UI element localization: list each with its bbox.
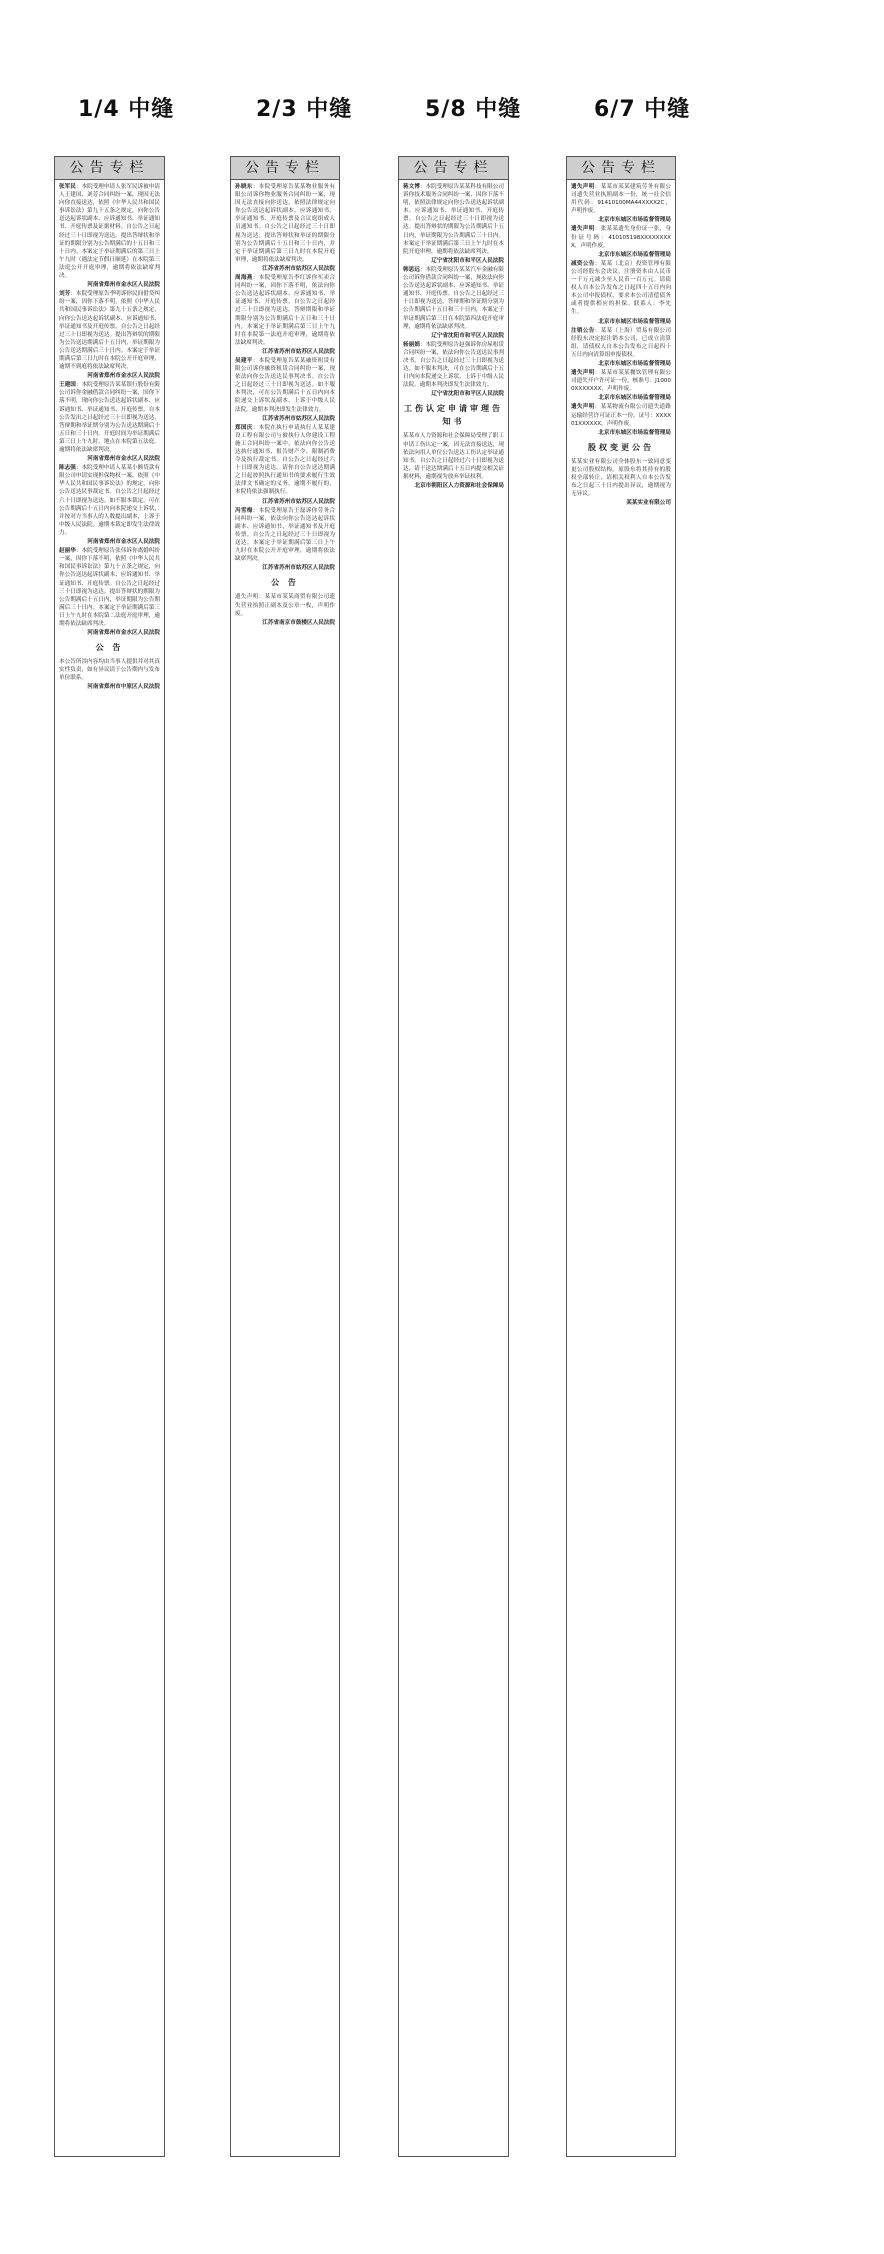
notice-party: 赵丽华 — [59, 548, 76, 555]
notice-column-2 — [230, 156, 340, 2157]
notice-separator: ： — [594, 404, 601, 411]
closing-notice: 本公告所涉内容均由当事人提供并对其真实性负责，如有异议请于公告期内与发布单位联系。 — [59, 659, 160, 682]
notice-item — [235, 357, 335, 414]
notice-text: 某某（北京）投资管理有限公司经股东会决议，注册资本由人民币一千万元减少至人民币一百万元。请债权人自本公告发布之日起四十五日内向本公司申报债权，要求本公司清偿债务或者提供相应的担保。联系人：李先生。 — [571, 260, 671, 316]
issuing-court: 辽宁省沈阳市和平区人民法院 — [431, 391, 504, 398]
column-heading-3: 5/8 中缝 — [425, 97, 522, 122]
issuing-court: 江苏省苏州市姑苏区人民法院 — [262, 565, 335, 572]
column-body — [399, 180, 508, 2154]
issuing-court: 北京市东城区市场监督管理局 — [598, 360, 671, 367]
notice-party: 减资公告 — [571, 260, 595, 267]
issuing-court: 北京市东城区市场监督管理局 — [598, 318, 671, 325]
column-heading-4: 6/7 中缝 — [594, 97, 691, 122]
issuing-court: 河南省郑州市金水区人民法院 — [87, 539, 160, 546]
notice-party: 遗失声明 — [571, 184, 595, 190]
column-title: 公告专栏 — [399, 157, 508, 180]
notice-column-4 — [566, 156, 676, 2157]
notice-text: 某某市某某建筑劳务有限公司遗失营业执照副本一份，统一社会信用代码：91410100MA44XXXX2C，声明作废。 — [571, 184, 671, 215]
notice-separator: ： — [594, 184, 601, 190]
notice-text: 本院受理原告某某物业服务有限公司诉你物业服务合同纠纷一案，现因无法直接向你送达，依照法律规定向你公告送达起诉状副本、应诉通知书、举证通知书、开庭传票及合议庭组成人员通知书。自公告之日起经过三十日即视为送达。提出答辩状和举证的期限分别为公告期满后十五日和三十日内，并定于举证期满后第三日九时在本院开庭审理，逾期将依法缺席判决。 — [235, 184, 335, 263]
notice-party: 张军民 — [59, 184, 76, 190]
notice-item — [59, 290, 160, 371]
notice-separator: ： — [252, 424, 259, 431]
notice-text: 本院受理原告某某银行股份有限公司诉你金融借款合同纠纷一案，因你下落不明，现向你公告送达起诉状副本、应诉通知书、举证通知书、开庭传票。自本公告发出之日起经过三十日即视为送达，答辩期和举证期分别为公告送达期满后十五日和三十日内。开庭时间为举证期满后第三日上午九时，地点在本院第五法庭。逾期将依法缺席判决。 — [59, 382, 160, 453]
issuing-court: 江苏省苏州市姑苏区人民法院 — [262, 498, 335, 505]
notice-item — [59, 464, 160, 537]
notice-item — [235, 183, 335, 264]
closing-issuer: 北京市朝阳区人力资源和社会保障局 — [414, 483, 504, 489]
notice-separator: ： — [419, 341, 426, 348]
notice-separator: ： — [75, 465, 82, 472]
column-heading-2: 2/3 中缝 — [256, 97, 353, 122]
notice-text: 本院受理原告张伟诉你离婚纠纷一案，因你下落不明，依照《中华人民共和国民事诉讼法》第九十五条之规定，向你公告送达起诉状副本、应诉通知书、举证通知书、开庭传票。自公告之日起经过三十日即视为送达。提出答辩状的期限为公告期满后十五日内，举证期限为公告期满后三十日内。本案定于举证期满后第三日上午九时在本院第二法庭开庭审理，逾期将依法缺席判决。 — [59, 548, 160, 627]
notice-party: 遗失声明 — [571, 404, 595, 411]
notice-separator: ： — [419, 184, 426, 190]
closing-issuer: 某某实业有限公司 — [626, 500, 671, 507]
notice-text: 本院受理原告某某汽车金融有限公司诉你借款合同纠纷一案，现依法向你公告送达起诉状副本、应诉通知书、举证通知书、开庭传票。自公告之日起经过三十日即视为送达。答辩期和举证期分别为公告期满后十五日和三十日内，本案定于举证期满后第三日在本院第四法庭开庭审理，逾期将依法缺席判决。 — [403, 266, 504, 330]
notice-text: 某某市某某餐饮管理有限公司遗失开户许可证一份，核准号：J10000XXXXXXX，声明作废。 — [571, 370, 671, 393]
closing-notice: 某某市人力资源和社会保障局受理了职工申请工伤认定一案，因无法直接送达，现依法向用人单位公告送达工伤认定举证通知书。自公告之日起经过六十日即视为送达，请于送达期满后十五日内提交相关证据材料，逾期视为放弃举证权利。 — [403, 433, 504, 480]
notice-column-3 — [398, 156, 509, 2157]
notice-separator: ： — [594, 260, 601, 267]
column-heading-1: 1/4 中缝 — [78, 97, 175, 122]
notice-item — [403, 266, 504, 331]
notice-item — [235, 274, 335, 347]
notice-item — [571, 369, 671, 393]
notice-party: 遗失声明 — [571, 226, 595, 233]
notice-party: 郑国庆 — [235, 424, 253, 431]
notice-text: 某某（上海）贸易有限公司经股东决定拟注销本公司，已成立清算组，请债权人自本公告发布之日起四十五日内向清算组申报债权。 — [571, 327, 671, 358]
column-title: 公告专栏 — [55, 157, 164, 180]
notice-text: 本院受理申请人张军民诉被申请人王建国、刘芳合同纠纷一案，现因无法向你直接送达，依照《中华人民共和国民事诉讼法》第九十五条之规定，向你公告送达起诉状副本、应诉通知书、举证通知书、开庭传票及证据材料。自公告之日起经过三十日即视为送达。提出答辩状和举证的期限分别为公告期满后的十五日和三十日内。本案定于举证期满后的第三日上午九时（遇法定节假日顺延）在本院第三法庭公开开庭审理，逾期将依法缺席判决。 — [59, 184, 160, 280]
notice-item — [571, 403, 671, 427]
notice-text: 本院受理原告王磊诉你劳务合同纠纷一案，依法向你公告送达起诉状副本、应诉通知书、举证通知书及开庭传票。自公告之日起经过三十日即视为送达。本案定于举证期满后第三日上午九时在本院公开开庭审理，逾期将依法缺席判决。 — [235, 507, 335, 563]
notice-separator: ： — [594, 327, 601, 334]
notice-heading: 公 告 — [271, 578, 299, 588]
issuing-court: 北京市东城区市场监督管理局 — [598, 217, 671, 224]
issuing-court: 河南省郑州市金水区人民法院 — [87, 373, 160, 380]
notice-item — [571, 260, 671, 317]
notice-text: 某某物流有限公司遗失道路运输经营许可证正本一份，证号：XXXX01XXXXXX，声明作废。 — [571, 404, 671, 427]
notice-party: 杨丽娟 — [403, 341, 420, 348]
notice-party: 周海燕 — [235, 275, 253, 282]
notice-separator: ： — [75, 184, 82, 190]
notice-item — [59, 381, 160, 454]
issuing-court: 河南省郑州市金水区人民法院 — [87, 456, 160, 463]
notice-separator: ： — [252, 184, 259, 190]
issuing-court: 辽宁省沈阳市和平区人民法院 — [431, 332, 504, 339]
notice-party: 注销公告 — [571, 327, 595, 334]
notice-text: 本院受理原告李红诉你买卖合同纠纷一案，因你下落不明，依法向你公告送达起诉状副本、应诉通知书、举证通知书、开庭传票。自公告之日起经过三十日即视为送达。答辩期限和举证期限分别为公告期满后十五日和三十日内。本案定于举证期满后第三日上午九时在本院第一法庭开庭审理，逾期将依法缺席判决。 — [235, 275, 335, 346]
notice-text: 本院受理原告赵强诉你房屋租赁合同纠纷一案，依法向你公告送达民事判决书。自公告之日起经过三十日即视为送达。如不服本判决，可在公告期满后十五日内向本院递交上诉状，上诉于中级人民法院。逾期本判决即发生法律效力。 — [403, 341, 504, 389]
issuing-court: 江苏省苏州市姑苏区人民法院 — [262, 348, 335, 355]
issuing-court: 河南省郑州市金水区人民法院 — [87, 630, 160, 637]
notice-heading: 股权变更公告 — [588, 442, 654, 452]
notice-item — [59, 183, 160, 280]
notice-item — [403, 183, 504, 256]
notice-text: 张某某遗失身份证一张，身份证号码：410105198XXXXXXXXX，声明作废。 — [571, 226, 671, 249]
notice-text: 本院受理原告李明诉你民间借贷纠纷一案，因你下落不明，依照《中华人民共和国民事诉讼法》第九十五条之规定，向你公告送达起诉状副本、应诉通知书、举证通知书及开庭传票。自公告之日起经过三十日即视为送达。提出答辩状的期限为公告送达期满后十五日内，举证期限为公告送达期满后三十日内。本案定于举证期满后第三日九时在本院公开开庭审理，逾期不到庭将依法缺席判决。 — [59, 291, 160, 371]
notice-text: 本院受理申请人某某小额贷款有限公司申请实现担保物权一案，依照《中华人民共和国民事诉讼法》的规定，向你公告送达民事裁定书。自公告之日起经过六十日即视为送达。如不服本裁定，可在公告期满后十五日内向本院递交上诉状，并按对方当事人的人数提出副本，上诉于中级人民法院。逾期本裁定即发生法律效力。 — [59, 465, 160, 536]
notice-item — [403, 341, 504, 390]
notice-item — [59, 547, 160, 628]
notice-item — [235, 424, 335, 497]
notice-separator: ： — [75, 548, 82, 555]
notice-separator: ： — [75, 382, 82, 389]
notice-separator: ： — [252, 275, 259, 282]
notice-text: 本院在执行申请执行人某某建设工程有限公司与被执行人你建设工程施工合同纠纷一案中，依法向你公告送达执行通知书、报告财产令、限制消费令及执行裁定书。自公告之日起经过六十日即视为送达。请你自公告送达期满之日起按照执行通知书的要求履行生效法律文书确定的义务，逾期不履行的，本院将依法强制执行。 — [235, 424, 335, 496]
notice-party: 蒋文博 — [403, 184, 420, 190]
closing-notice: 遗失声明：某某市某某商贸有限公司遗失营业执照正副本及公章一枚，声明作废。 — [235, 594, 335, 617]
notice-heading: 工伤认定申请审理告知书 — [404, 404, 503, 427]
column-body — [567, 180, 675, 2154]
notice-party: 韩思远 — [403, 266, 420, 273]
issuing-court: 北京市东城区市场监督管理局 — [598, 251, 671, 258]
notice-party: 冯雪梅 — [235, 507, 253, 514]
notice-party: 王建国 — [59, 382, 76, 389]
issuing-court: 北京市东城区市场监督管理局 — [598, 395, 671, 402]
notice-item — [571, 327, 671, 359]
closing-issuer: 江苏省南京市鼓楼区人民法院 — [262, 619, 335, 626]
notice-column-1 — [54, 156, 165, 2157]
notice-party: 孙晓东 — [235, 184, 253, 190]
column-body — [55, 180, 164, 2154]
notice-separator: ： — [594, 370, 601, 377]
notice-party: 刘芳 — [59, 291, 71, 298]
notice-separator: ： — [252, 357, 259, 364]
notice-party: 吴建平 — [235, 357, 253, 364]
notice-separator: ： — [70, 291, 76, 298]
issuing-court: 江苏省苏州市姑苏区人民法院 — [262, 265, 335, 272]
issuing-court: 北京市东城区市场监督管理局 — [598, 429, 671, 436]
column-body — [231, 180, 339, 2154]
column-title: 公告专栏 — [567, 157, 675, 180]
notice-item — [571, 183, 671, 215]
notice-party: 陈志强 — [59, 465, 76, 472]
notice-separator: ： — [594, 226, 601, 233]
issuing-court: 江苏省苏州市姑苏区人民法院 — [262, 415, 335, 422]
notice-item — [235, 507, 335, 564]
closing-issuer: 河南省郑州市中原区人民法院 — [87, 684, 160, 691]
column-title: 公告专栏 — [231, 157, 339, 180]
notice-text: 本院受理原告某某融资租赁有限公司诉你融资租赁合同纠纷一案，现依法向你公告送达民事判决书。自公告之日起经过三十日即视为送达。如不服本判决，可在公告期满后十五日内向本院递交上诉状及副本，上诉于中级人民法院。逾期本判决即发生法律效力。 — [235, 357, 335, 413]
notice-heading: 公 告 — [95, 643, 124, 653]
notice-separator: ： — [252, 507, 259, 514]
issuing-court: 辽宁省沈阳市和平区人民法院 — [431, 257, 504, 264]
notice-item — [571, 225, 671, 249]
notice-party: 遗失声明 — [571, 370, 595, 377]
issuing-court: 河南省郑州市金水区人民法院 — [87, 282, 160, 289]
notice-text: 本院受理原告某某科技有限公司诉你技术服务合同纠纷一案，因你下落不明，依照法律规定向你公告送达起诉状副本、应诉通知书、举证通知书、开庭传票。自公告之日起经过三十日即视为送达。提出答辩状的期限为公告期满后十五日内，举证期限为公告期满后三十日内。本案定于举证期满后第三日上午九时在本院开庭审理，逾期将依法缺席判决。 — [403, 184, 504, 255]
notice-separator: ： — [419, 266, 426, 273]
closing-notice: 某某实业有限公司全体股东一致同意变更公司股权结构，原股东将其持有的股权全部转让，请相关权利人自本公告发布之日起三十日内提出异议，逾期视为无异议。 — [571, 458, 671, 498]
